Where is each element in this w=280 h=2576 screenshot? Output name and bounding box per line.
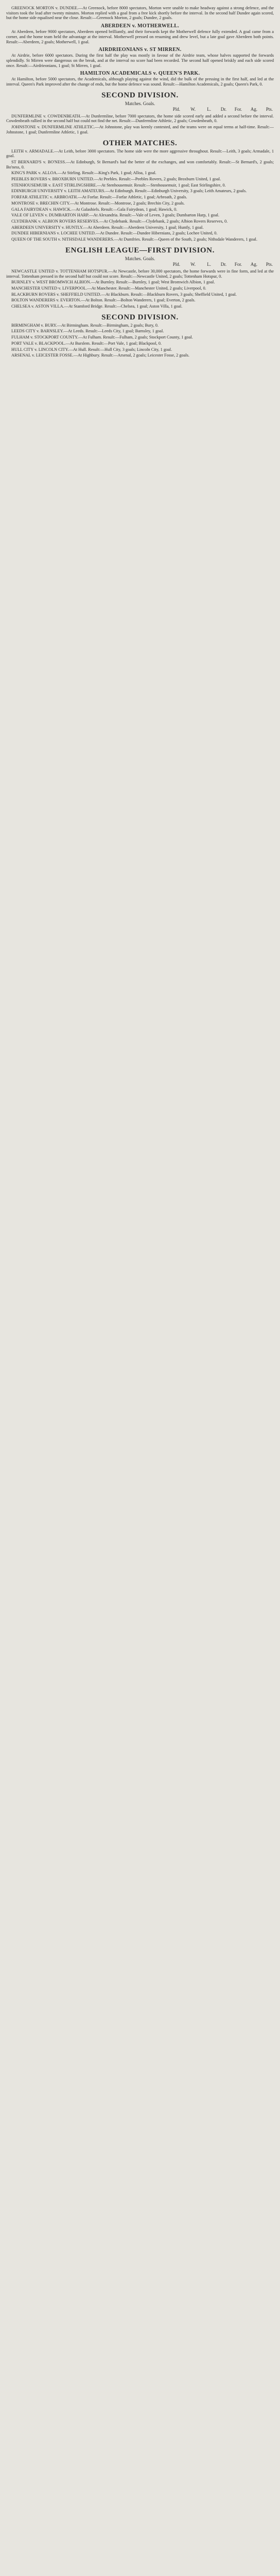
- column-header: For.: [234, 106, 242, 112]
- column-header: Ag.: [250, 261, 257, 267]
- paragraph-container: [6, 29, 274, 44]
- paragraph-container: [6, 77, 274, 87]
- match-report-paragraph: FULHAM v. STOCKPORT COUNTY.—At Fulham. Result:—Fulham, 2 goals; Stockport County, 1 goal.: [11, 335, 193, 340]
- match-report-paragraph: GREENOCK MORTON v. DUNDEE.—At Greenock, before 8000 spectators, Morton were unable to make headway against a strong defence, and the visitors took the lead after twenty minutes. Morton replied with a goal from a free kick shortly before the interval. In the second half Dundee again scored, but the home side equalised near the close. Result:—Greenock Morton, 2 goals; Dundee, 2 goals.: [6, 6, 274, 21]
- match-report-paragraph: PEEBLES ROVERS v. BROXBURN UNITED.—At Peebles. Result:—Peebles Rovers, 2 goals; Broxburn United, 1 goal.: [11, 177, 221, 182]
- team-column-header: [6, 107, 166, 112]
- match-report-paragraph: ARSENAL v. LEICESTER FOSSE.—At Highbury. Result:—Arsenal, 2 goals; Leicester Fosse, 2 goals.: [11, 353, 189, 358]
- section-heading: AIRDRIEONIANS v. ST MIRREN.: [98, 47, 182, 53]
- match-report-paragraph: FORFAR ATHLETIC v. ARBROATH.—At Forfar. Result:—Forfar Athletic, 1 goal; Arbroath, 2 goals.: [11, 195, 187, 200]
- match-report-paragraph: LEITH v. ARMADALE.—At Leith, before 3000 spectators. The home side were the more aggressive throughout. Result:—Leith, 3 goals; Armadale, 1 goal.: [6, 148, 274, 159]
- report-s3: [6, 47, 274, 68]
- match-report-paragraph: At Hamilton, before 5000 spectators, the Academicals, although playing against the wind, did the bulk of the pressing in the first half, and led at the interval. Queen's Park improved after the change of ends, but the home defence was sound. Result:—Hamilton Academicals, 2 goals; Queen's Park, 0.: [6, 77, 274, 87]
- match-report-paragraph: DUNDEE HIBERNIANS v. LOCHEE UNITED.—At Dundee. Result:—Dundee Hibernians, 2 goals; Lochee United, 0.: [11, 231, 218, 236]
- section-heading: SECOND DIVISION.: [101, 313, 179, 321]
- match-report-paragraph: VALE OF LEVEN v. DUMBARTON HARP.—At Alexandria. Result:—Vale of Leven, 3 goals; Dumbarton Harp, 1 goal.: [11, 213, 220, 218]
- match-report-paragraph: BURNLEY v. WEST BROMWICH ALBION.—At Burnley. Result:—Burnley, 1 goal; West Bromwich Albion, 1 goal.: [11, 280, 215, 285]
- report-s2: [6, 23, 274, 44]
- league-heading: ENGLISH LEAGUE—FIRST DIVISION.: [65, 246, 215, 255]
- column-header: Pts.: [266, 261, 273, 267]
- column-header: L.: [207, 106, 211, 112]
- match-report-paragraph: At Aberdeen, before 9000 spectators, Aberdeen opened brilliantly, and their forwards kept the Motherwell defence fully extended. A goal came from a corner, and the home team held the advantage at the interval. Motherwell pressed on resuming and drew level, but a late goal gave Aberdeen both points. Result:—Aberdeen, 2 goals; Motherwell, 1 goal.: [6, 29, 274, 44]
- column-header: Dr.: [220, 106, 226, 112]
- table-header-label: Matches. Goals.: [125, 100, 155, 106]
- match-report-paragraph: DUNFERMLINE v. COWDENBEATH.—At Dunfermline, before 7000 spectators, the home side scored early and added a second before the interval. Cowdenbeath rallied in the second half but could not find the net. Result:—Dunfermline Athletic, 2 goals; Cowdenbeath, 0.: [6, 113, 274, 124]
- paragraph-container: [6, 149, 274, 242]
- match-report-paragraph: HULL CITY v. LINCOLN CITY.—At Hull. Result:—Hull City, 3 goals; Lincoln City, 1 goal.: [11, 347, 172, 352]
- match-report-paragraph: QUEEN OF THE SOUTH v. NITHSDALE WANDERERS.—At Dumfries. Result:—Queen of the South, 2 goals; Nithsdale Wanderers, 1 goal.: [11, 237, 257, 242]
- team-column-header: [6, 262, 166, 267]
- league-heading: SECOND DIVISION.: [101, 91, 179, 99]
- section-heading: OTHER MATCHES.: [102, 139, 178, 147]
- match-report-paragraph: KING'S PARK v. ALLOA.—At Stirling. Result:—King's Park, 1 goal; Alloa, 1 goal.: [11, 171, 156, 176]
- match-report-paragraph: GALA FAIRYDEAN v. HAWICK.—At Galashiels. Result:—Gala Fairydean, 1 goal; Hawick, 0.: [11, 207, 178, 212]
- match-report-paragraph: CHELSEA v. ASTON VILLA.—At Stamford Bridge. Result:—Chelsea, 1 goal; Aston Villa, 1 goal.: [11, 304, 183, 309]
- column-header: Dr.: [220, 261, 226, 267]
- match-report-paragraph: PORT VALE v. BLACKPOOL.—At Burslem. Result:—Port Vale, 1 goal; Blackpool, 0.: [11, 341, 162, 346]
- section-heading: HAMILTON ACADEMICALS v. QUEEN'S PARK.: [80, 71, 200, 77]
- match-report-paragraph: JOHNSTONE v. DUNFERMLINE ATHLETIC.—At Johnstone, play was keenly contested, and the teams were on equal terms at half-time. Result:—Johnstone, 1 goal; Dunfermline Athletic, 1 goal.: [6, 125, 274, 134]
- league-table: [6, 262, 274, 267]
- report-s1: [6, 6, 274, 21]
- match-report-paragraph: CLYDEBANK v. ALBION ROVERS RESERVES.—At Clydebank. Result:—Clydebank, 2 goals; Albion Rovers Reserves, 0.: [11, 218, 228, 224]
- match-report-paragraph: EDINBURGH UNIVERSITY v. LEITH AMATEURS.—At Edinburgh. Result:—Edinburgh University, 3 goals; Leith Amateurs, 2 goals.: [11, 189, 247, 194]
- match-report-paragraph: MONTROSE v. BRECHIN CITY.—At Montrose. Result:—Montrose, 2 goals; Brechin City, 2 goals.: [11, 200, 185, 206]
- column-header: Pld.: [172, 261, 180, 267]
- column-header: Pld.: [172, 106, 180, 112]
- match-report-paragraph: BLACKBURN ROVERS v. SHEFFIELD UNITED.—At Blackburn. Result:—Blackburn Rovers, 3 goals; Sheffield United, 1 goal.: [11, 292, 237, 297]
- section-heading: ABERDEEN v. MOTHERWELL.: [100, 23, 180, 29]
- paragraph-container: [6, 323, 274, 358]
- column-header: For.: [234, 261, 242, 267]
- match-report-paragraph: NEWCASTLE UNITED v. TOTTENHAM HOTSPUR.—At Newcastle, before 30,000 spectators, the home forwards were in fine form, and led at the interval. Tottenham pressed in the second half but could not score. Result:—Newcastle United, 2 goals; Tottenham Hotspur, 0.: [6, 268, 274, 279]
- match-report-paragraph: MANCHESTER UNITED v. LIVERPOOL.—At Manchester. Result:—Manchester United, 2 goals; Liverpool, 0.: [11, 285, 206, 291]
- column-header: W.: [190, 106, 196, 112]
- match-report-paragraph: At Airdrie, before 6000 spectators. During the first half the play was mostly in favour of the Airdrie team, whose halves supported the forwards splendidly. St Mirren were dangerous on the break, and at the interval no score had been recorded. The second half opened briskly and each side scored once. Result:—Airdrieonians, 1 goal; St Mirren, 1 goal.: [6, 53, 274, 68]
- column-header: L.: [207, 261, 211, 267]
- report-other-matches: [6, 139, 274, 242]
- paragraph-container: [6, 53, 274, 68]
- table-header-row: [6, 262, 274, 267]
- paragraph-container: [6, 269, 274, 309]
- league-table-section-scottish: [6, 91, 274, 135]
- report-english-second-division: [6, 313, 274, 358]
- column-header: W.: [190, 261, 196, 267]
- match-report-paragraph: STENHOUSEMUIR v. EAST STIRLINGSHIRE.—At Stenhousemuir. Result:—Stenhousemuir, 1 goal; East Stirlingshire, 0.: [11, 182, 226, 188]
- report-s4: [6, 71, 274, 87]
- newspaper-page: [6, 0, 274, 364]
- column-header: Ag.: [250, 106, 257, 112]
- match-report-paragraph: ABERDEEN UNIVERSITY v. HUNTLY.—At Aberdeen. Result:—Aberdeen University, 1 goal; Huntly, 1 goal.: [11, 225, 204, 230]
- league-table: [6, 107, 274, 112]
- match-report-paragraph: ST BERNARD'S v. BO'NESS.—At Edinburgh, St Bernard's had the better of the exchanges, and won comfortably. Result:—St Bernard's, 2 goals; Bo'ness, 0.: [6, 159, 274, 170]
- match-report-paragraph: BIRMINGHAM v. BURY.—At Birmingham. Result:—Birmingham, 2 goals; Bury, 0.: [11, 323, 159, 328]
- table-header-label: Matches. Goals.: [125, 256, 155, 261]
- paragraph-container: [6, 6, 274, 21]
- paragraph-container: [6, 114, 274, 135]
- league-table-section-english: [6, 246, 274, 309]
- match-report-paragraph: BOLTON WANDERERS v. EVERTON.—At Bolton. Result:—Bolton Wanderers, 1 goal; Everton, 2 goals.: [11, 298, 196, 303]
- column-header: Pts.: [266, 106, 273, 112]
- match-report-paragraph: LEEDS CITY v. BARNSLEY.—At Leeds. Result:—Leeds City, 1 goal; Barnsley, 1 goal.: [11, 329, 164, 334]
- table-header-row: [6, 107, 274, 112]
